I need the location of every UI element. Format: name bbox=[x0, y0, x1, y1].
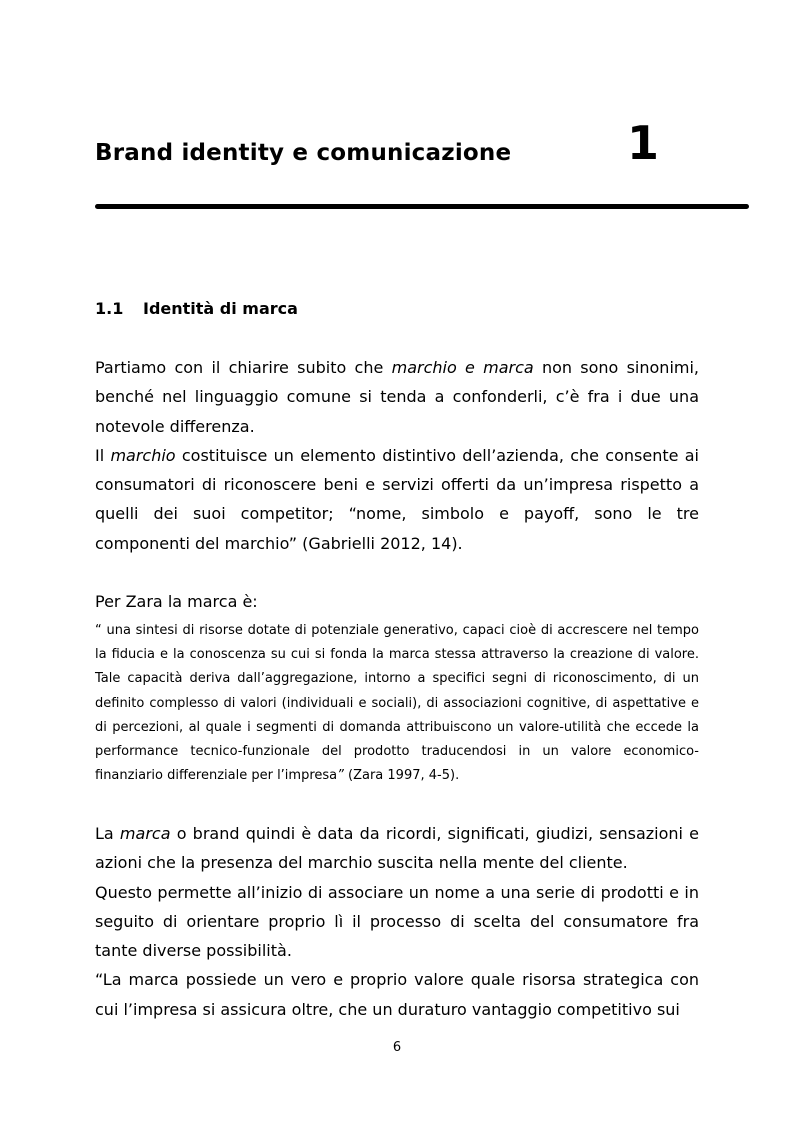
paragraph-1-emphasis: marchio e marca bbox=[391, 358, 534, 377]
paragraph-1-text-a: Partiamo con il chiarire subito che bbox=[95, 358, 392, 377]
section-number: 1.1 bbox=[95, 299, 124, 318]
block-quote bbox=[95, 619, 699, 788]
page-number: 6 bbox=[392, 1040, 402, 1055]
paragraph-4-emphasis: marca bbox=[119, 824, 171, 843]
body-block-1 bbox=[95, 353, 699, 558]
paragraph-3: Per Zara la marca è: bbox=[95, 592, 258, 611]
section-title: Identità di marca bbox=[143, 299, 298, 318]
paragraph-1-text-b: non sono sinonimi, benché nel linguaggio comune si tenda a confonderli, c’è fra i due una notevole differenza. bbox=[95, 358, 700, 436]
quote-citation: (Zara 1997, 4-5). bbox=[343, 768, 460, 784]
chapter-title: Brand identity e comunicazione bbox=[95, 140, 512, 166]
paragraph-2 bbox=[95, 441, 699, 558]
paragraph-4 bbox=[95, 819, 699, 878]
paragraph-2-text-b: costituisce un elemento distintivo dell’azienda, che consente ai consumatori di riconoscere beni e servizi offerti da un’impresa rispetto a quelli dei suoi competitor; “nome, simbolo e payoff, sono le tre componenti del marchio” (Gabrielli 2012, 14). bbox=[95, 445, 699, 553]
paragraph-5: Questo permette all’inizio di associare un nome a una serie di prodotti e in seguito di orientare proprio lì il processo di scelta del consumatore fra tante diverse possibilità. bbox=[95, 882, 699, 961]
quote-text: “ una sintesi di risorse dotate di potenziale generativo, capaci cioè di accrescere nel tempo la fiducia e la conoscenza su cui si fonda la marca stessa attraverso la creazione di valore. Tale capacità deriva dall’aggregazione, intorno a specifici segni di riconoscimento, di un definito complesso di valori (individuali e sociali), di associazioni cognitive, di aspettative e di percezioni, al quale i segmenti di domanda attribuiscono un valore-utilità che eccede la performance tecnico-funzionale del prodotto traducendosi in un valore economico-finanziario differenziale per l’impresa bbox=[95, 623, 699, 784]
paragraph-2-emphasis: marchio bbox=[110, 445, 176, 465]
section-heading bbox=[95, 299, 298, 318]
paragraph-6: “La marca possiede un vero e proprio valore quale risorsa strategica con cui l’impresa si assicura oltre, che un duraturo vantaggio competitivo sui bbox=[95, 970, 699, 1019]
quote-close-mark: ” bbox=[337, 768, 344, 784]
paragraph-1 bbox=[95, 353, 699, 441]
chapter-number: 1 bbox=[627, 116, 660, 170]
body-block-2 bbox=[95, 819, 699, 1024]
paragraph-2-text-a: Il bbox=[95, 445, 111, 465]
paragraph-4-text-b: o brand quindi è data da ricordi, significati, giudizi, sensazioni e azioni che la presenza del marchio suscita nella mente del cliente. bbox=[95, 824, 699, 873]
paragraph-4-text-a: La bbox=[95, 824, 120, 843]
chapter-rule bbox=[95, 204, 749, 209]
